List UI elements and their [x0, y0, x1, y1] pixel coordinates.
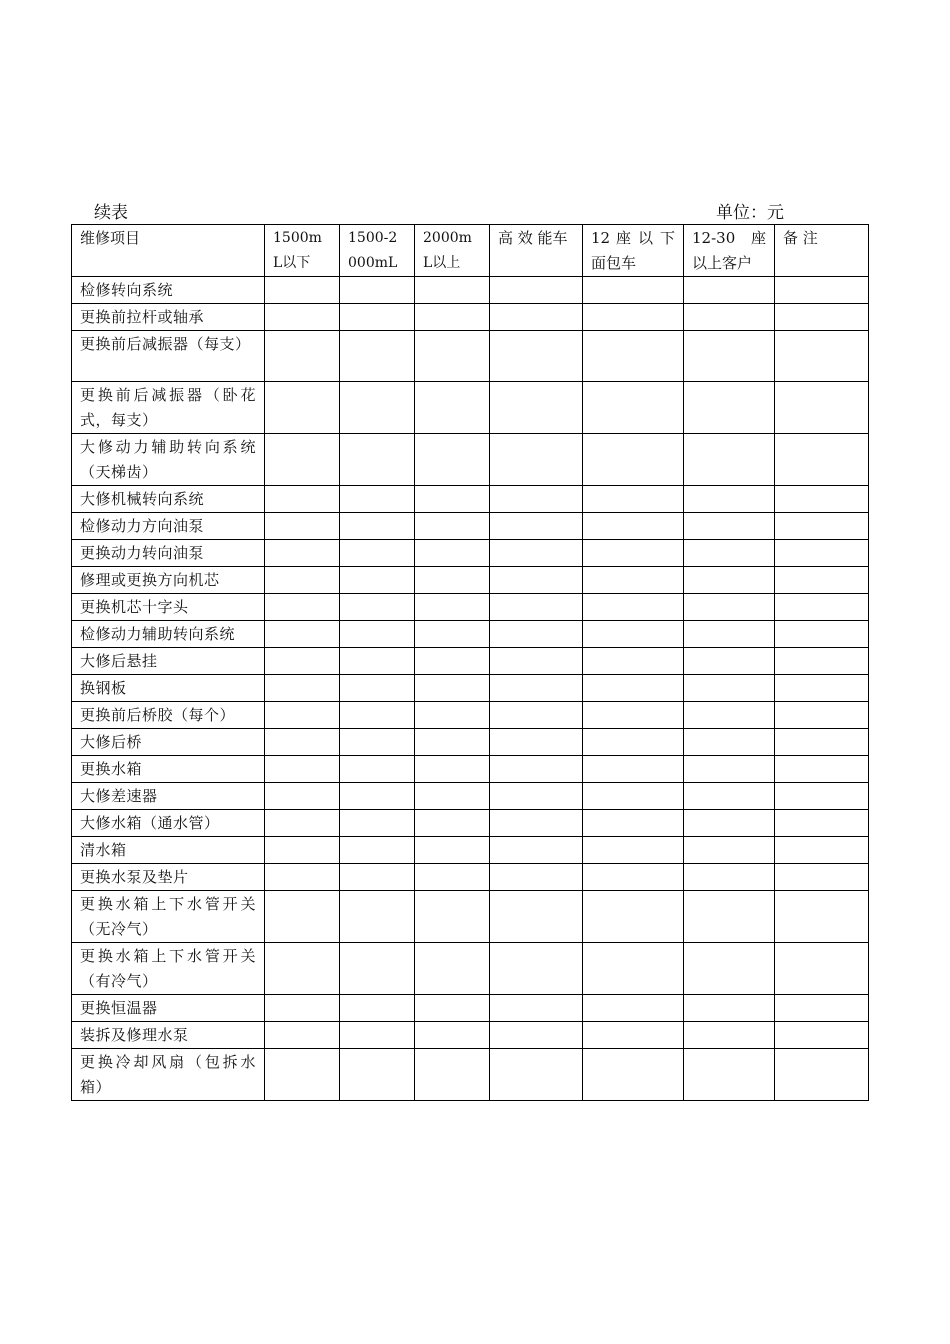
table-row: [72, 621, 869, 648]
repair-item-cell: 更换恒温器: [72, 995, 265, 1022]
repair-item-cell: 清水箱: [72, 837, 265, 864]
price-cell: [340, 675, 415, 702]
price-cell: [684, 995, 775, 1022]
price-cell: [415, 675, 490, 702]
price-cell: [265, 729, 340, 756]
price-cell: [490, 594, 583, 621]
repair-item-cell: 更换冷却风扇（包拆水箱）: [72, 1049, 265, 1101]
price-cell: [265, 513, 340, 540]
repair-item-cell: 更换动力转向油泵: [72, 540, 265, 567]
price-cell: [775, 277, 869, 304]
price-cell: [583, 1049, 684, 1101]
price-cell: [684, 277, 775, 304]
price-cell: [583, 304, 684, 331]
price-cell: [775, 486, 869, 513]
repair-item-cell: 更换前后减振器（每支）: [72, 331, 265, 382]
price-cell: [490, 540, 583, 567]
table-caption-continued: 续表: [94, 203, 128, 223]
table-row: [72, 864, 869, 891]
price-cell: [684, 1022, 775, 1049]
price-cell: [583, 277, 684, 304]
price-cell: [775, 675, 869, 702]
price-cell: [415, 1049, 490, 1101]
price-cell: [490, 864, 583, 891]
price-cell: [265, 594, 340, 621]
price-cell: [490, 729, 583, 756]
repair-item-cell: 装拆及修理水泵: [72, 1022, 265, 1049]
table-row: [72, 331, 869, 382]
price-cell: [684, 382, 775, 434]
price-cell: [340, 995, 415, 1022]
column-header-high-performance: 高 效 能车: [490, 225, 583, 277]
table-row: [72, 702, 869, 729]
price-cell: [340, 891, 415, 943]
price-cell: [415, 331, 490, 382]
price-cell: [583, 648, 684, 675]
table-row: [72, 1022, 869, 1049]
price-cell: [775, 1049, 869, 1101]
column-header-1500-2000ml: 1500-2000mL: [340, 225, 415, 277]
price-cell: [684, 486, 775, 513]
price-cell: [775, 621, 869, 648]
price-cell: [684, 702, 775, 729]
price-cell: [265, 943, 340, 995]
price-cell: [265, 675, 340, 702]
price-cell: [775, 513, 869, 540]
price-cell: [415, 756, 490, 783]
price-cell: [265, 1049, 340, 1101]
repair-item-cell: 大修差速器: [72, 783, 265, 810]
price-cell: [684, 567, 775, 594]
repair-price-table: [71, 224, 869, 1101]
price-cell: [775, 756, 869, 783]
column-header-minibus: 12 座 以 下面包车: [583, 225, 684, 277]
table-row: [72, 513, 869, 540]
price-cell: [415, 567, 490, 594]
price-cell: [684, 594, 775, 621]
repair-item-cell: 更换水泵及垫片: [72, 864, 265, 891]
price-cell: [340, 304, 415, 331]
price-cell: [415, 434, 490, 486]
table-row: [72, 1049, 869, 1101]
table-row: [72, 837, 869, 864]
price-cell: [265, 567, 340, 594]
price-cell: [775, 1022, 869, 1049]
column-header-item: 维修项目: [72, 225, 265, 277]
price-cell: [340, 837, 415, 864]
price-cell: [490, 1022, 583, 1049]
price-cell: [265, 783, 340, 810]
price-cell: [490, 995, 583, 1022]
price-cell: [775, 702, 869, 729]
table-row: [72, 382, 869, 434]
repair-item-cell: 更换前后桥胶（每个）: [72, 702, 265, 729]
price-cell: [583, 567, 684, 594]
column-header-coach: 12-30 座以上客户: [684, 225, 775, 277]
price-cell: [684, 331, 775, 382]
price-cell: [775, 729, 869, 756]
unit-label: 单位：元: [716, 203, 784, 223]
price-cell: [490, 331, 583, 382]
price-cell: [583, 891, 684, 943]
column-header-under-1500ml: 1500mL以下: [265, 225, 340, 277]
table-row: [72, 594, 869, 621]
price-cell: [415, 943, 490, 995]
repair-item-cell: 更换水箱: [72, 756, 265, 783]
repair-item-cell: 更换前后减振器（卧花式，每支）: [72, 382, 265, 434]
price-cell: [340, 810, 415, 837]
price-cell: [775, 594, 869, 621]
column-header-over-2000ml: 2000mL以上: [415, 225, 490, 277]
table-row: [72, 995, 869, 1022]
price-cell: [415, 891, 490, 943]
price-cell: [265, 1022, 340, 1049]
price-cell: [415, 729, 490, 756]
table-row: [72, 567, 869, 594]
repair-item-cell: 大修后桥: [72, 729, 265, 756]
price-cell: [490, 513, 583, 540]
price-cell: [684, 648, 775, 675]
repair-item-cell: 检修转向系统: [72, 277, 265, 304]
price-cell: [583, 729, 684, 756]
column-header-remarks: 备 注: [775, 225, 869, 277]
repair-item-cell: 更换机芯十字头: [72, 594, 265, 621]
repair-item-cell: 更换水箱上下水管开关（有冷气）: [72, 943, 265, 995]
price-cell: [265, 486, 340, 513]
price-cell: [684, 943, 775, 995]
price-cell: [583, 783, 684, 810]
price-cell: [775, 837, 869, 864]
price-cell: [265, 891, 340, 943]
price-cell: [583, 434, 684, 486]
price-cell: [415, 702, 490, 729]
price-cell: [684, 304, 775, 331]
price-cell: [775, 331, 869, 382]
table-row: [72, 810, 869, 837]
price-cell: [340, 540, 415, 567]
price-cell: [775, 783, 869, 810]
price-cell: [583, 486, 684, 513]
price-cell: [415, 995, 490, 1022]
price-cell: [265, 621, 340, 648]
price-cell: [265, 331, 340, 382]
price-cell: [684, 810, 775, 837]
price-cell: [490, 648, 583, 675]
price-cell: [775, 995, 869, 1022]
price-cell: [340, 594, 415, 621]
price-cell: [490, 304, 583, 331]
price-cell: [415, 594, 490, 621]
price-cell: [415, 304, 490, 331]
price-cell: [340, 756, 415, 783]
price-cell: [265, 277, 340, 304]
price-cell: [415, 486, 490, 513]
price-cell: [340, 434, 415, 486]
repair-item-cell: 检修动力辅助转向系统: [72, 621, 265, 648]
price-cell: [490, 621, 583, 648]
price-cell: [583, 621, 684, 648]
repair-item-cell: 大修机械转向系统: [72, 486, 265, 513]
price-cell: [340, 277, 415, 304]
price-cell: [583, 675, 684, 702]
price-cell: [265, 382, 340, 434]
price-cell: [583, 864, 684, 891]
price-cell: [340, 486, 415, 513]
price-cell: [583, 702, 684, 729]
price-cell: [583, 810, 684, 837]
price-cell: [775, 382, 869, 434]
repair-item-cell: 更换前拉杆或轴承: [72, 304, 265, 331]
price-cell: [340, 864, 415, 891]
price-cell: [775, 567, 869, 594]
price-cell: [265, 648, 340, 675]
repair-item-cell: 检修动力方向油泵: [72, 513, 265, 540]
table-row: [72, 434, 869, 486]
repair-item-cell: 大修后悬挂: [72, 648, 265, 675]
repair-item-cell: 更换水箱上下水管开关（无冷气）: [72, 891, 265, 943]
price-cell: [490, 486, 583, 513]
price-cell: [490, 810, 583, 837]
table-row: [72, 729, 869, 756]
table-row: [72, 756, 869, 783]
price-cell: [684, 729, 775, 756]
price-cell: [684, 837, 775, 864]
price-cell: [684, 891, 775, 943]
price-cell: [775, 648, 869, 675]
price-cell: [583, 943, 684, 995]
price-cell: [490, 837, 583, 864]
price-cell: [415, 540, 490, 567]
price-cell: [684, 783, 775, 810]
price-cell: [490, 434, 583, 486]
price-cell: [583, 513, 684, 540]
price-cell: [775, 891, 869, 943]
price-cell: [265, 864, 340, 891]
price-cell: [684, 675, 775, 702]
price-cell: [415, 382, 490, 434]
price-cell: [490, 675, 583, 702]
price-cell: [415, 621, 490, 648]
price-cell: [684, 756, 775, 783]
price-cell: [340, 513, 415, 540]
price-cell: [265, 995, 340, 1022]
price-cell: [490, 783, 583, 810]
table-row: [72, 783, 869, 810]
table-row: [72, 675, 869, 702]
price-cell: [684, 513, 775, 540]
price-cell: [583, 540, 684, 567]
price-cell: [415, 277, 490, 304]
price-cell: [775, 434, 869, 486]
price-cell: [583, 1022, 684, 1049]
table-row: [72, 648, 869, 675]
price-cell: [490, 1049, 583, 1101]
price-cell: [340, 1022, 415, 1049]
price-cell: [684, 864, 775, 891]
table-row: [72, 540, 869, 567]
price-cell: [490, 277, 583, 304]
price-cell: [583, 331, 684, 382]
table-header-row: [72, 225, 869, 277]
repair-item-cell: 大修动力辅助转向系统（天梯齿）: [72, 434, 265, 486]
repair-item-cell: 修理或更换方向机芯: [72, 567, 265, 594]
price-cell: [684, 1049, 775, 1101]
price-cell: [265, 304, 340, 331]
price-cell: [415, 864, 490, 891]
price-cell: [583, 837, 684, 864]
price-cell: [490, 756, 583, 783]
price-cell: [583, 382, 684, 434]
price-cell: [265, 837, 340, 864]
price-cell: [340, 943, 415, 995]
price-cell: [684, 434, 775, 486]
repair-item-cell: 大修水箱（通水管）: [72, 810, 265, 837]
price-cell: [340, 648, 415, 675]
price-cell: [583, 594, 684, 621]
price-cell: [340, 567, 415, 594]
price-cell: [415, 513, 490, 540]
price-cell: [340, 621, 415, 648]
price-cell: [415, 1022, 490, 1049]
price-cell: [265, 540, 340, 567]
table-row: [72, 304, 869, 331]
price-cell: [265, 756, 340, 783]
price-cell: [340, 382, 415, 434]
table-row: [72, 486, 869, 513]
price-cell: [775, 864, 869, 891]
price-cell: [684, 540, 775, 567]
price-cell: [265, 702, 340, 729]
price-cell: [583, 995, 684, 1022]
price-cell: [490, 891, 583, 943]
price-cell: [415, 837, 490, 864]
price-cell: [775, 810, 869, 837]
table-row: [72, 891, 869, 943]
price-cell: [340, 331, 415, 382]
price-cell: [340, 729, 415, 756]
price-cell: [775, 304, 869, 331]
price-cell: [415, 810, 490, 837]
price-cell: [490, 943, 583, 995]
price-cell: [775, 540, 869, 567]
price-cell: [415, 783, 490, 810]
price-cell: [340, 783, 415, 810]
repair-item-cell: 换钢板: [72, 675, 265, 702]
price-cell: [340, 1049, 415, 1101]
price-cell: [490, 567, 583, 594]
price-cell: [415, 648, 490, 675]
price-cell: [265, 434, 340, 486]
price-cell: [583, 756, 684, 783]
price-cell: [490, 382, 583, 434]
price-cell: [490, 702, 583, 729]
table-row: [72, 277, 869, 304]
price-cell: [684, 621, 775, 648]
price-cell: [340, 702, 415, 729]
price-cell: [775, 943, 869, 995]
price-cell: [265, 810, 340, 837]
table-row: [72, 943, 869, 995]
